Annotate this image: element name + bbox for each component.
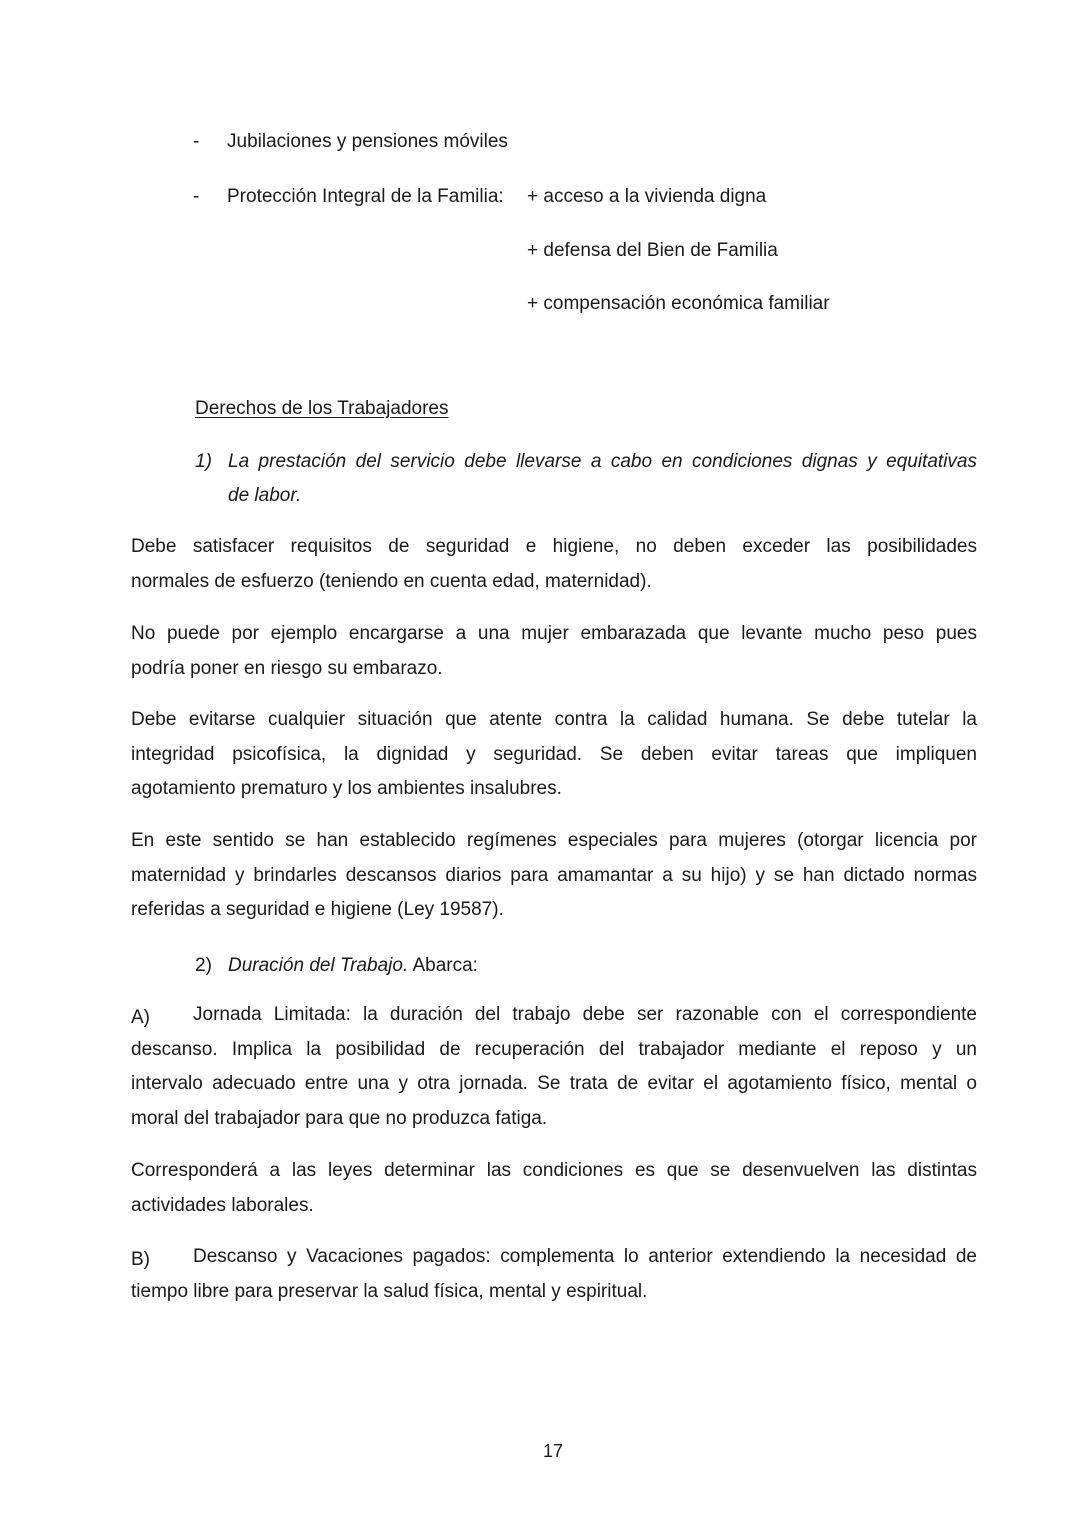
paragraph-line: podría poner en riesgo su embarazo. xyxy=(131,657,443,679)
point2-rest: Abarca: xyxy=(412,955,478,976)
paragraph-line: Jornada Limitada: la duración del trabajo debe ser razonable con el correspondiente xyxy=(193,1004,977,1025)
paragraph-line: referidas a seguridad e higiene (Ley 19587). xyxy=(131,899,504,920)
paragraph-line: actividades laborales. xyxy=(131,1194,314,1216)
paragraph-line: integridad psicofísica, la dignidad y seguridad. Se deben evitar tareas que impliquen xyxy=(131,743,977,765)
paragraph-regimenes-especiales xyxy=(131,824,977,928)
point1-number: 1) xyxy=(195,451,212,472)
list-item-jubilaciones: Jubilaciones y pensiones móviles xyxy=(227,131,508,152)
paragraph-line: No puede por ejemplo encargarse a una mujer embarazada que levante mucho peso pues xyxy=(131,623,977,644)
paragraph-line: intervalo adecuado entre una y otra jornada. Se trata de evitar el agotamiento físico, mental o xyxy=(131,1073,977,1094)
paragraph-line: agotamiento prematuro y los ambientes insalubres. xyxy=(131,778,562,799)
point1-text-line2: de labor. xyxy=(228,485,302,506)
sub-item-vivienda: + acceso a la vivienda digna xyxy=(527,186,767,207)
sub-item-compensacion: + compensación económica familiar xyxy=(527,293,830,314)
list-dash: - xyxy=(193,131,200,152)
section-heading: Derechos de los Trabajadores xyxy=(195,398,449,419)
paragraph-calidad-humana xyxy=(131,703,977,807)
paragraph-line: maternidad y brindarles descansos diarios para amamantar a su hijo) y se han dictado normas xyxy=(131,864,977,886)
paragraph-line: En este sentido se han establecido regímenes especiales para mujeres (otorgar licencia por xyxy=(131,830,977,851)
list-dash: - xyxy=(193,186,200,207)
list-item-proteccion-familia: Protección Integral de la Familia: xyxy=(227,186,504,207)
item-b-descanso-vacaciones xyxy=(131,1240,977,1309)
sub-item-bien-familia: + defensa del Bien de Familia xyxy=(527,240,778,261)
page-number: 17 xyxy=(542,1441,564,1461)
paragraph-line: Corresponderá a las leyes determinar las condiciones es que se desenvuelven las distintas xyxy=(131,1160,977,1181)
item-a-label: A) xyxy=(131,1007,150,1028)
paragraph-line: tiempo libre para preservar la salud física, mental y espiritual. xyxy=(131,1280,648,1302)
paragraph-line: moral del trabajador para que no produzca fatiga. xyxy=(131,1107,548,1129)
point2-number: 2) xyxy=(195,955,212,976)
paragraph-seguridad-higiene xyxy=(131,530,977,599)
paragraph-line: descanso. Implica la posibilidad de recuperación del trabajador mediante el reposo y un xyxy=(131,1038,977,1060)
item-b-label: B) xyxy=(131,1249,150,1270)
paragraph-embarazada xyxy=(131,617,977,686)
paragraph-line: Debe evitarse cualquier situación que atente contra la calidad humana. Se debe tutelar la xyxy=(131,709,977,730)
item-a-jornada-limitada xyxy=(131,998,977,1136)
paragraph-line: Debe satisfacer requisitos de seguridad e higiene, no deben exceder las posibilidades xyxy=(131,536,977,557)
point1-text-line1: La prestación del servicio debe llevarse a cabo en condiciones dignas y equitativas xyxy=(228,451,977,472)
point2-heading xyxy=(228,956,478,975)
paragraph-line: normales de esfuerzo (teniendo en cuenta edad, maternidad). xyxy=(131,570,652,592)
paragraph-line: Descanso y Vacaciones pagados: complementa lo anterior extendiendo la necesidad de xyxy=(193,1246,977,1267)
point2-title: Duración del Trabajo. xyxy=(228,955,409,976)
paragraph-leyes-condiciones xyxy=(131,1154,977,1223)
